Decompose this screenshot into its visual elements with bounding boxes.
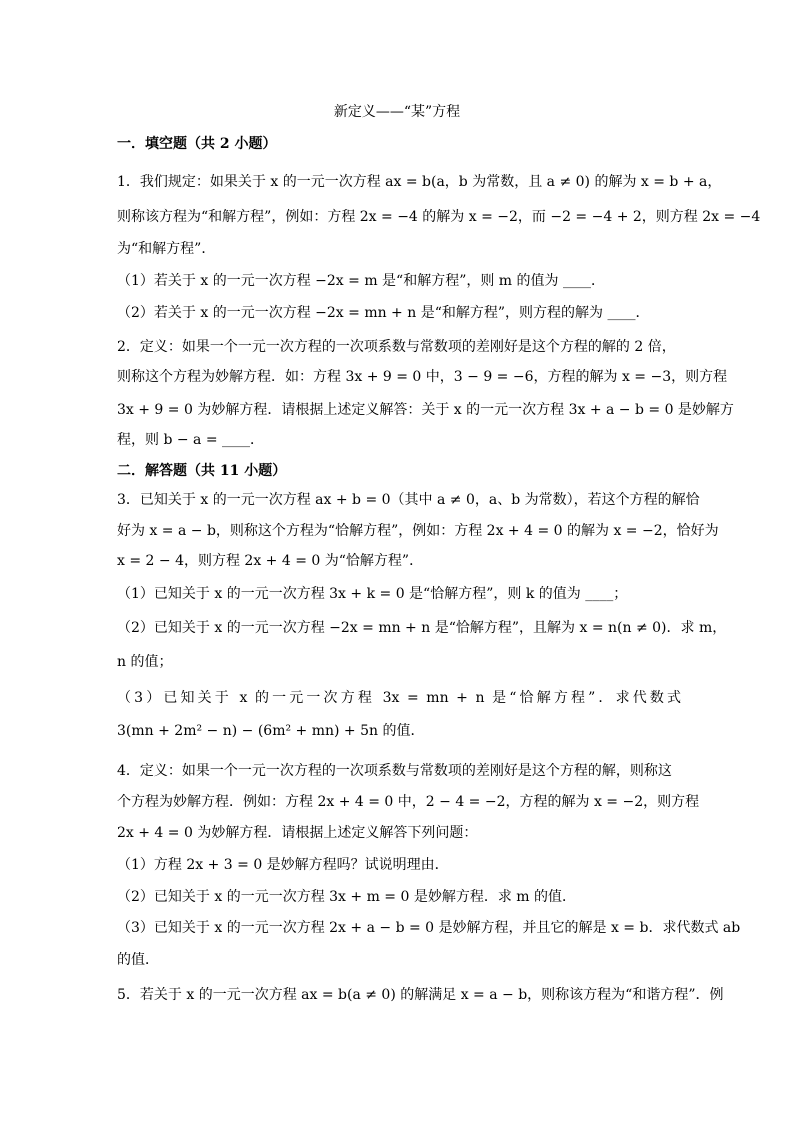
text-line: （3）已知关于 x 的一元一次方程 2x + a − b = 0 是妙解方程，并且它的解是 x = b．求代数式 ab [117,920,741,936]
text-line: x = 2 − 4，则方程 2x + 4 = 0 为“恰解方程”． [117,553,424,569]
text-line: 4．定义：如果一个一元一次方程的一次项系数与常数项的差刚好是这个方程的解，则称这 [117,763,672,779]
text-line: （1）方程 2x + 3 = 0 是妙解方程吗？试说明理由． [117,857,449,873]
text-line: 的值． [117,952,159,968]
text-line: （2）已知关于 x 的一元一次方程 3x + m = 0 是妙解方程．求 m 的值． [117,889,577,905]
text-line: 个方程为妙解方程．例如：方程 2x + 4 = 0 中，2 − 4 = −2，方程的解为 x = −2，则方程 [117,794,700,810]
text-line: （2）已知关于 x 的一元一次方程 −2x = mn + n 是“恰解方程”，且解为 x = n(n ≠ 0)．求 m， [117,620,727,636]
text-line: 5．若关于 x 的一元一次方程 ax = b(a ≠ 0) 的解满足 x = a − b，则称该方程为“和谐方程”．例 [117,987,724,1003]
text-line: 3x + 9 = 0 为妙解方程．请根据上述定义解答：关于 x 的一元一次方程 3x + a − b = 0 是妙解方 [117,402,734,418]
section-heading: 二．解答题（共 11 小题） [117,463,287,479]
text-line: （1）已知关于 x 的一元一次方程 3x + k = 0 是“恰解方程”，则 k 的值为 ____； [117,586,628,602]
text-line: 3．已知关于 x 的一元一次方程 ax + b = 0（其中 a ≠ 0，a、b 为常数），若这个方程的解恰 [117,492,700,508]
text-line: 2．定义：如果一个一元一次方程的一次项系数与常数项的差刚好是这个方程的解的 2 倍， [117,339,676,355]
page-title: 新定义——“某”方程 [333,104,461,120]
text-line: （2）若关于 x 的一元一次方程 −2x = mn + n 是“和解方程”，则方程的解为 ____． [117,305,650,321]
text-line: （3）已知关于 x 的一元一次方程 3x = mn + n 是“恰解方程”．求代数式 [117,690,681,706]
text-line: n 的值； [117,654,173,670]
text-line: 为“和解方程”． [117,241,216,257]
text-line: 好为 x = a − b，则称这个方程为“恰解方程”，例如：方程 2x + 4 = 0 的解为 x = −2，恰好为 [117,523,719,539]
text-line: 则称该方程为“和解方程”，例如：方程 2x = −4 的解为 x = −2，而 −2 = −4 + 2，则方程 2x = −4 [117,209,761,225]
text-line: 2x + 4 = 0 为妙解方程．请根据上述定义解答下列问题： [117,825,478,841]
text-line: 1．我们规定：如果关于 x 的一元一次方程 ax = b(a，b 为常数，且 a ≠ 0) 的解为 x = b + a， [117,174,722,190]
text-line: （1）若关于 x 的一元一次方程 −2x = m 是“和解方程”，则 m 的值为 ____． [117,273,605,289]
text-line: 则称这个方程为妙解方程．如：方程 3x + 9 = 0 中，3 − 9 = −6，方程的解为 x = −3，则方程 [117,369,728,385]
text-line: 3(mn + 2m² − n) − (6m² + mn) + 5n 的值． [117,723,425,739]
text-line: 程，则 b − a = ____． [117,432,265,448]
section-heading: 一．填空题（共 2 小题） [117,136,277,152]
